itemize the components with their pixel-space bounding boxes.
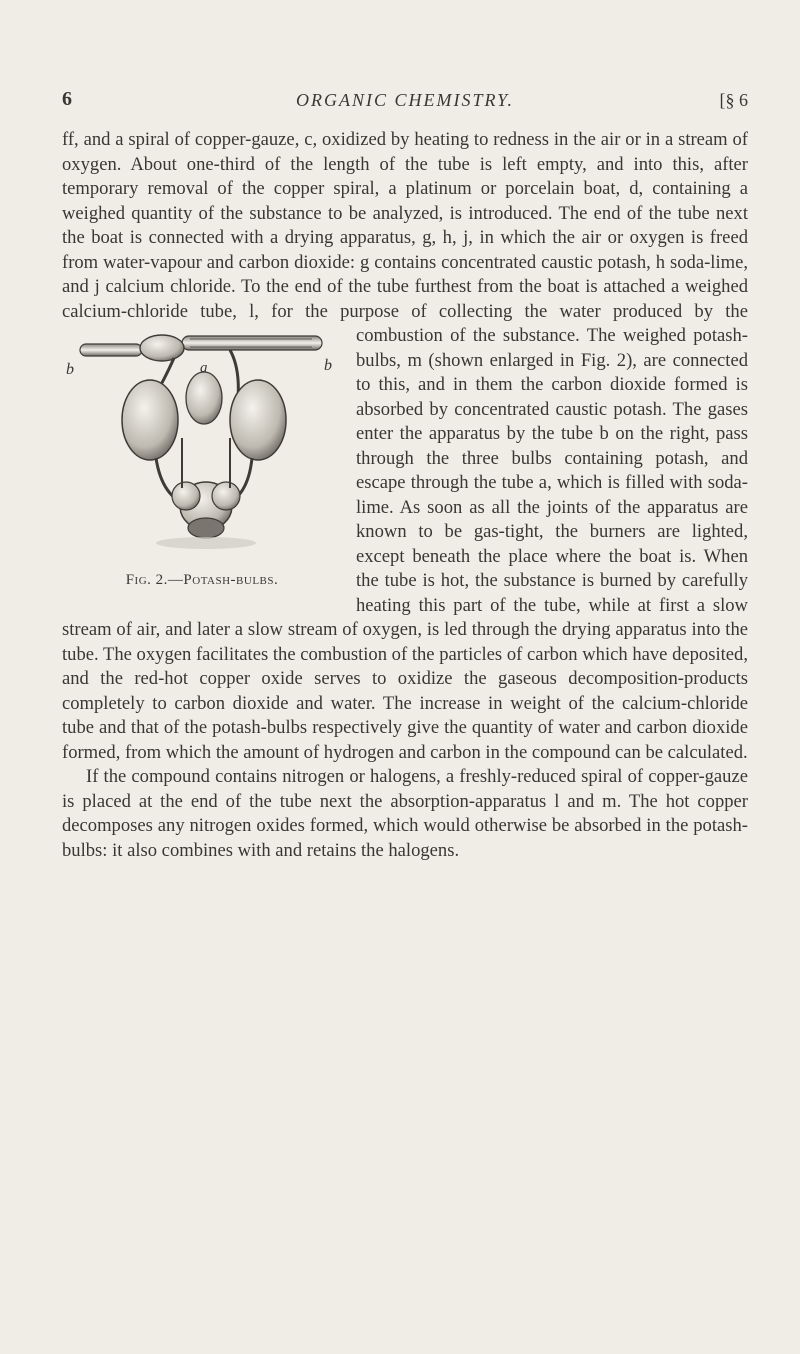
page-number: 6 bbox=[62, 88, 72, 110]
paragraph-1 bbox=[62, 128, 748, 765]
caption-title: Potash-bulbs. bbox=[183, 571, 279, 588]
label-b-right: b bbox=[324, 357, 332, 374]
figure-caption bbox=[62, 568, 342, 593]
paragraph-2: If the compound contains nitrogen or halogens, a freshly-reduced spiral of copper-gauze is placed at the end of the tube next the absorption-apparatus l and m. The hot copper decomposes any nitrogen oxides formed, which would otherwise be absorbed in the potash-bulbs: it also combines with and retains the halogens. bbox=[62, 766, 748, 861]
paragraph-1-lead: ff, and a spiral of copper-gauze, c, oxidized by heating to redness in the air or in a stream of oxygen. About one-third of the length of the tube is left empty, and into this, after temporary removal of the copper spiral, a platinum or porcelain boat, d, containing a weighed quantity of the substance to be analyzed, is introduced. The end of the tube next the boat is connected with a drying apparatus, g, h, j, in which the air or oxygen is freed from water-vapour and carbon dioxide: g contains concentrated caustic potash, h soda-lime, and j calcium chloride. To the end of the tube furthest from the boat is attached a weighed calcium-chloride tube, l, for the purpose of collecting the water produced by the combustion bbox=[62, 129, 748, 346]
caption-prefix: Fig. 2.— bbox=[125, 571, 184, 588]
paragraph-1-continued: of the substance. The weighed potash-bulbs, m (shown enlarged in Fig. 2), are connected to this, and in them the carbon dioxide formed is absorbed by concentrated caustic potash. The gases enter the apparatus by the tube b on the right, pass through the three bulbs containing potash, and escape through the tube a, which is filled with soda-lime. As soon as all the joints of the apparatus are known to be gas-tight, the burners are lighted, except beneath the place where the boat is. When the tube is hot, the substance is burned by carefully heating this part of the tube, while at first a slow stream of air, and later a slow stream of oxygen, is led through the drying apparatus into the tube. The oxygen facilitates the combustion of the particles of carbon which have deposited, and the red-hot copper oxide serves to oxidize the gaseous decomposition-products completely to carbon dioxide and water. The increase in weight of the calcium-chloride tube and that of the potash-bulbs respectively give the quantity of water and carbon dioxide formed, from which the amount of hydrogen and carbon in the compound can be calculated. bbox=[62, 325, 748, 763]
section-mark: [§ 6 bbox=[719, 90, 748, 110]
label-a: a bbox=[200, 360, 208, 376]
label-b-left: b bbox=[66, 361, 74, 378]
page-header bbox=[62, 88, 748, 118]
body-text bbox=[62, 128, 748, 863]
running-head: ORGANIC CHEMISTRY. bbox=[295, 90, 515, 110]
figure-potash-bulbs bbox=[62, 328, 342, 592]
